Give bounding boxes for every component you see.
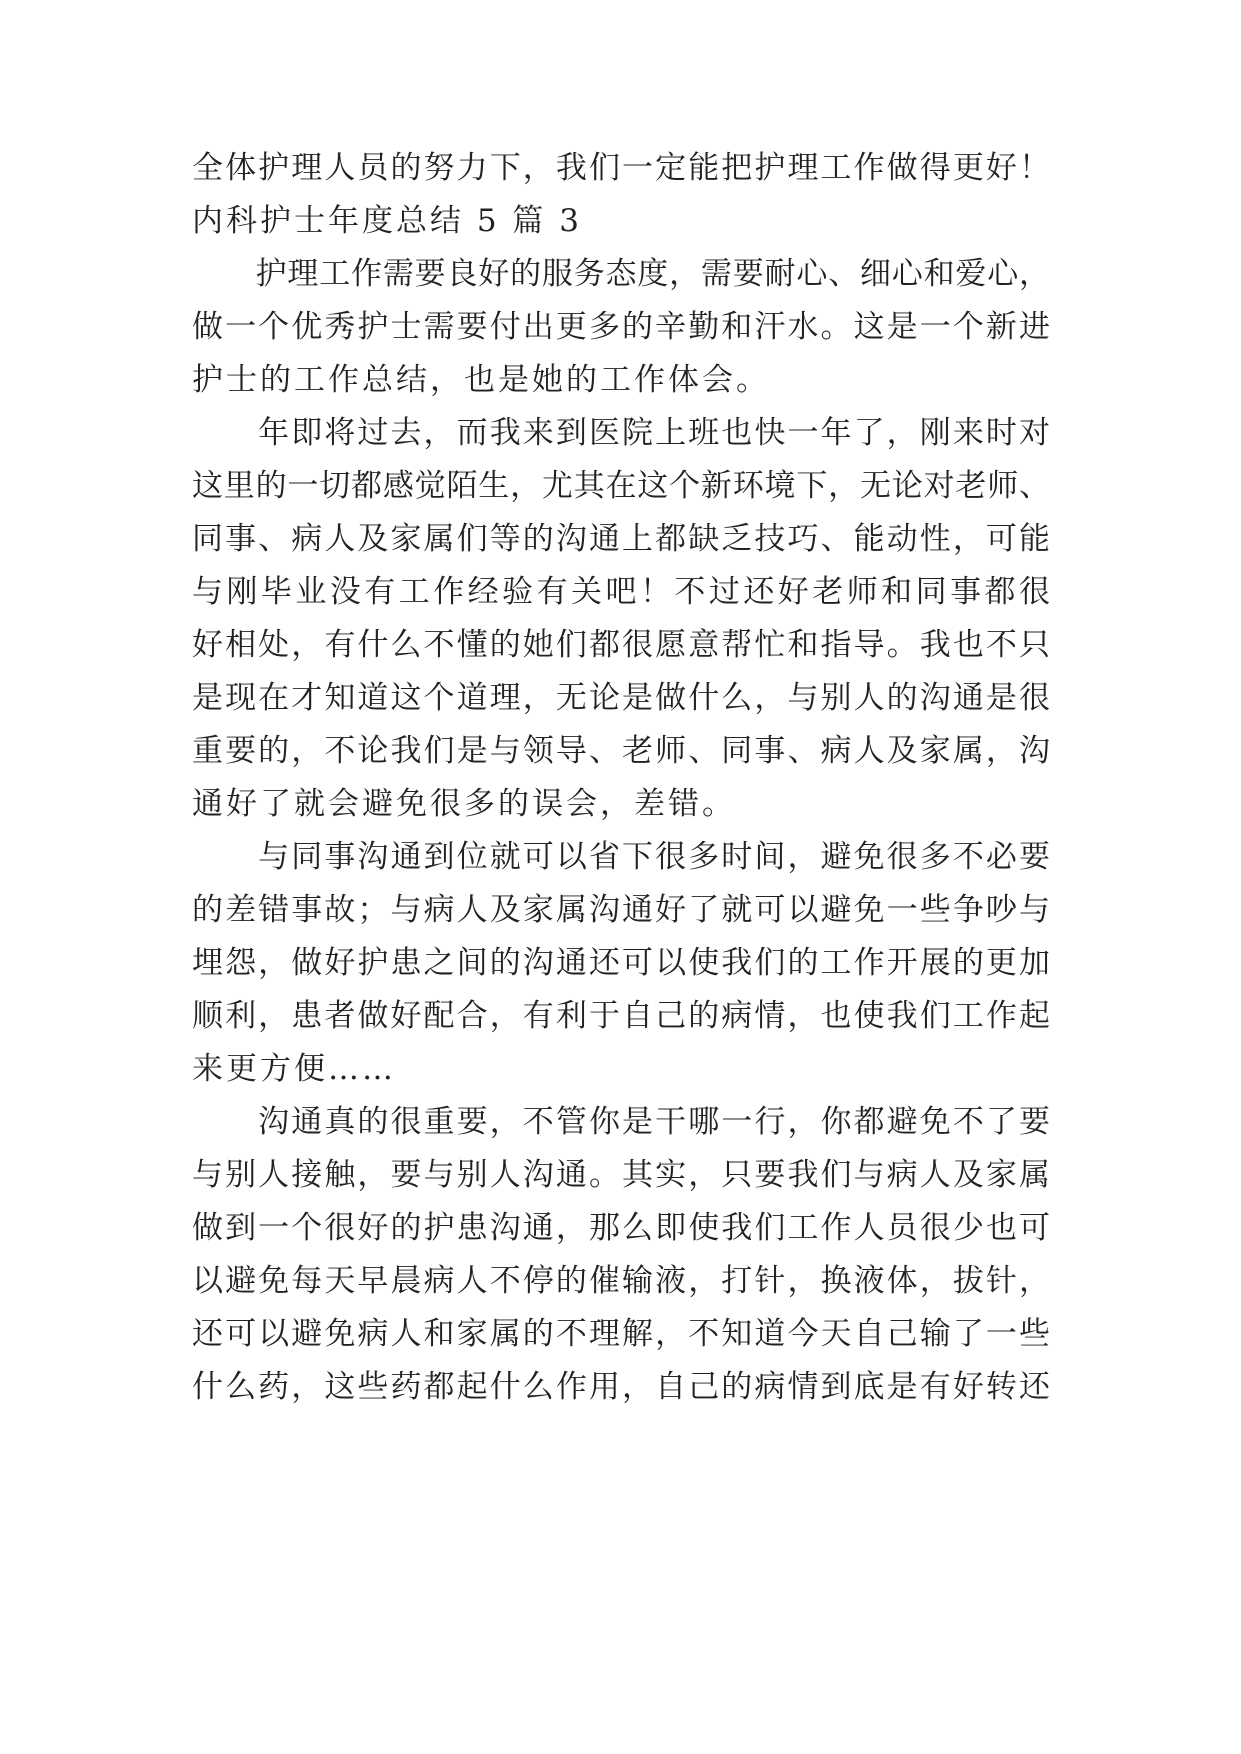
text-line: 好相处，有什么不懂的她们都很愿意帮忙和指导。我也不只	[192, 627, 1050, 663]
text-line: 与刚毕业没有工作经验有关吧！不过还好老师和同事都很	[192, 574, 1050, 610]
text-line: 做到一个很好的护患沟通，那么即使我们工作人员很少也可	[192, 1210, 1050, 1246]
text-line: 还可以避免病人和家属的不理解，不知道今天自己输了一些	[192, 1316, 1050, 1352]
text-line: 做一个优秀护士需要付出更多的辛勤和汗水。这是一个新进	[192, 309, 1050, 345]
text-line: 来更方便……	[192, 1051, 396, 1087]
text-line: 的差错事故；与病人及家属沟通好了就可以避免一些争吵与	[192, 892, 1050, 928]
text-line: 什么药，这些药都起什么作用，自己的病情到底是有好转还	[192, 1369, 1050, 1405]
text-line: 埋怨，做好护患之间的沟通还可以使我们的工作开展的更加	[192, 945, 1050, 981]
text-line: 护士的工作总结，也是她的工作体会。	[192, 362, 770, 398]
text-line: 是现在才知道这个道理，无论是做什么，与别人的沟通是很	[192, 680, 1050, 716]
text-line: 护理工作需要良好的服务态度，需要耐心、细心和爱心，	[192, 256, 1050, 292]
text-line: 与别人接触，要与别人沟通。其实，只要我们与病人及家属	[192, 1157, 1050, 1193]
section-heading: 内科护士年度总结 5 篇 3	[192, 203, 583, 239]
text-line: 年即将过去，而我来到医院上班也快一年了，刚来时对	[192, 415, 1050, 451]
text-line: 重要的，不论我们是与领导、老师、同事、病人及家属，沟	[192, 733, 1050, 769]
text-line: 全体护理人员的努力下，我们一定能把护理工作做得更好！	[192, 150, 1050, 186]
text-line: 这里的一切都感觉陌生，尤其在这个新环境下，无论对老师、	[192, 468, 1050, 504]
text-line: 顺利，患者做好配合，有利于自己的病情，也使我们工作起	[192, 998, 1050, 1034]
text-line: 沟通真的很重要，不管你是干哪一行，你都避免不了要	[192, 1104, 1050, 1140]
text-line: 与同事沟通到位就可以省下很多时间，避免很多不必要	[192, 839, 1050, 875]
text-line: 以避免每天早晨病人不停的催输液，打针，换液体，拔针，	[192, 1263, 1050, 1299]
text-line: 同事、病人及家属们等的沟通上都缺乏技巧、能动性，可能	[192, 521, 1050, 557]
text-line: 通好了就会避免很多的误会，差错。	[192, 786, 736, 822]
